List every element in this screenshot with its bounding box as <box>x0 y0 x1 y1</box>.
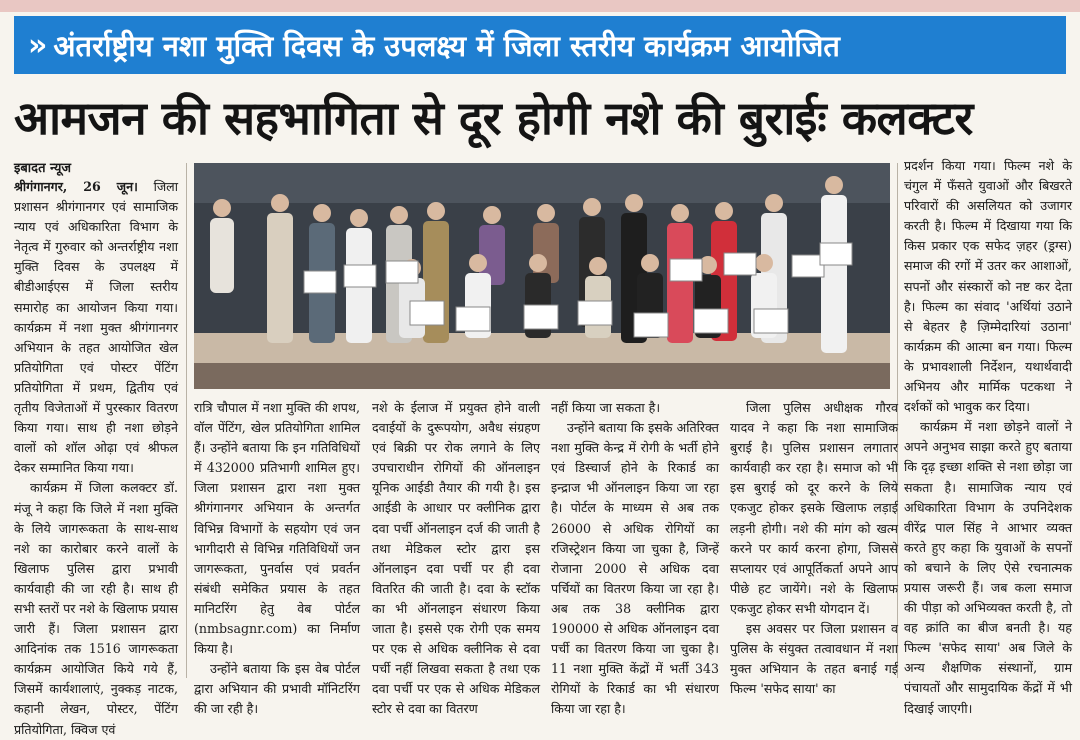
event-photo <box>194 163 890 389</box>
event-photo-illustration <box>194 163 890 389</box>
paragraph: नहीं किया जा सकता है। <box>551 400 661 415</box>
article-column-2 <box>194 398 360 717</box>
headline: आमजन की सहभागिता से दूर होगी नशे की बुराईः कलक्टर <box>14 91 973 145</box>
kicker-banner <box>14 16 1066 74</box>
paragraph: प्रदर्शन किया गया। फिल्म नशे के चंगुल में फँसते युवाओं और बिखरते परिवारों की असलियत को उजागर करती है। फिल्म में दिखाया गया कि किस प्रकार एक सफेद ज़हर (ड्रग्स) समाज की रगों में उतर कर आशाओं, सपनों और संस्कारों को नष्ट कर देता है। फिल्म का संवाद 'अर्थियां उठाने से बेहतर है ज़िम्मेदारियां उठाना' कार्यक्रम की आत्मा बन गया। फिल्म के प्रभावशाली निर्देशन, यथार्थवादी अभिनय और मार्मिक पटकथा ने दर्शकों को भावुक कर दिया। <box>904 158 1072 415</box>
article-column-1 <box>14 177 178 737</box>
dateline: श्रीगंगानगर, 26 जून। <box>14 179 138 194</box>
article-column-5 <box>730 398 898 697</box>
paragraph: रात्रि चौपाल में नशा मुक्ति की शपथ, वॉल पेंटिंग, खेल प्रतियोगिता शामिल हैं। उन्होंने बताया कि इन गतिविधियों में 432000 प्रतिभागी शामिल हुए। जिला प्रशासन द्वारा नशा मुक्त श्रीगंगानगर अभियान के अन्तर्गत विभिन्न विभागों के सहयोग एवं जन भागीदारी से विभिन्न गतिविधियों जन जागरूकता, पुनर्वास एवं प्रवर्तन संबंधी समेकित प्रयास के तहत मानिटरिंग हेतु वेब पोर्टल (nmbsagnr.com) का निर्माण किया है। <box>194 400 360 657</box>
paragraph: उन्होंने बताया कि इस वेब पोर्टल द्वारा अभियान की प्रभावी मॉनिटरिंग की जा रही है। <box>194 661 360 717</box>
byline: इबादत न्यूज <box>14 161 72 176</box>
article-column-4 <box>551 398 719 717</box>
column-divider <box>186 163 187 678</box>
kicker-text: अंतर्राष्ट्रीय नशा मुक्ति दिवस के उपलक्ष्य में जिला स्तरीय कार्यक्रम आयोजित <box>53 28 840 63</box>
masthead-strip <box>0 0 1080 12</box>
paragraph: कार्यक्रम में नशा छोड़ने वालों ने अपने अनुभव साझा करते हुए बताया कि दृढ़ इच्छा शक्ति से नशा छोड़ा जा सकता है। सामाजिक न्याय एवं अधिकारिता विभाग के उपनिदेशक वीरेंद्र पाल सिंह ने आभार व्यक्त करते हुए कहा कि युवाओं के सपनों को बचाने के लिए ऐसे रचनात्मक प्रयास जरूरी हैं। जब कला समाज की पीड़ा को अभिव्यक्त करती है, तो वह क्रांति का बीज बनती है। यह फिल्म 'सफेद साया' अब जिले के अन्य शैक्षणिक संस्थानों, ग्राम पंचायतों और सामुदायिक केंद्रों में भी दिखाई जाएगी। <box>904 419 1072 716</box>
paragraph <box>14 177 178 478</box>
article-column-3 <box>372 398 540 717</box>
paragraph-text: जिला प्रशासन श्रीगंगानगर एवं सामाजिक न्याय एवं अधिकारिता विभाग के नेतृत्व में गुरुवार को अन्तर्राष्ट्रीय नशा मुक्ति दिवस के उपलक्ष्य में बीडीआईएस में जिला स्तरीय समारोह का आयोजन किया गया। कार्यक्रम में नशा मुक्त श्रीगंगानगर अभियान के तहत आयोजित खेल प्रतियोगिता एवं पोस्टर पेंटिंग प्रतियोगिता में प्रथम, द्वितीय एवं तृतीय विजेताओं में पुरस्कार वितरण किया गया। साथ ही नशा छोड़ने वालों को शॉल ओढ़ा एवं श्रीफल देकर सम्मानित किया गया। <box>14 179 178 476</box>
paragraph: कार्यक्रम में जिला कलक्टर डॉ. मंजू ने कहा कि जिले में नशा मुक्ति के लिये जागरूकता के साथ-साथ नशे का कारोबार करने वालों के खिलाफ पुलिस द्वारा प्रभावी कार्यवाही की जा रही है। साथ ही सभी स्तरों पर नशे के खिलाफ प्रयास जारी हैं। जिला प्रशासन द्वारा आदिनांक तक 1516 जागरूकता कार्यक्रम आयोजित किये गये हैं, जिसमें कार्यशालाएं, नुक्कड़ नाटक, कहानी लेखन, पोस्टर, पेंटिंग प्रतियोगिता, क्विज एवं <box>14 480 178 737</box>
paragraph: इस अवसर पर जिला प्रशासन व पुलिस के संयुक्त तत्वावधान में नशा मुक्त अभियान के तहत बनाई गई फिल्म 'सफेद साया' का <box>730 621 898 697</box>
paragraph: उन्होंने बताया कि इसके अतिरिक्त नशा मुक्ति केन्द्र में रोगी के भर्ती होने एवं डिस्चार्ज होने के रिकार्ड का इन्द्राज भी ऑनलाइन किया जा रहा है। पोर्टल के माध्यम से अब तक 26000 से अधिक रोगियों का रजिस्ट्रेशन किया जा चुका है, जिन्हें रोजाना 2000 से अधिक दवा पर्चियों का वितरण किया जा रहा है। अब तक 38 क्लीनिक द्वारा 190000 से अधिक ऑनलाइन दवा पर्ची का वितरण किया जा चुका है। 11 नशा मुक्ति केंद्रों में भर्ती 343 रोगियों के रिकार्ड का भी संधारण किया जा रहा है। <box>551 420 719 717</box>
paragraph: नशे के ईलाज में प्रयुक्त होने वाली दवाईयों के दुरूपयोग, अवैध संग्रहण एवं बिक्री पर रोक लगाने के लिए उपचाराधीन रोगियों की ऑनलाइन यूनिक आईडी तैयार की गयी है। इस आईडी के आधार पर क्लीनिक द्वारा दवा पर्ची ऑनलाइन दर्ज की जाती है तथा मेडिकल स्टोर द्वारा इस ऑनलाइन दवा पर्ची पर ही दवा वितरित की जाती है। दवा के स्टॉक का भी ऑनलाइन संधारण किया जाता है। इससे एक रोगी एक समय पर एक से अधिक क्लीनिक से दवा पर्ची नहीं लिखवा सकता है तथा एक दवा पर्ची पर एक से अधिक मेडिकल स्टोर से दवा का वितरण <box>372 400 540 717</box>
paragraph: जिला पुलिस अधीक्षक गौरव यादव ने कहा कि नशा सामाजिक बुराई है। पुलिस प्रशासन लगातार कार्यवाही कर रहा है। समाज को भी इस बुराई को दूर करने के लिये एकजुट होकर इसके खिलाफ लड़ाई लड़नी होगी। नशे की मांग को खत्म करने पर कार्य करना होगा, जिससे सप्लायर एवं आपूर्तिकर्ता अपने आप पीछे हट जायेंगे। नशे के खिलाफ एकजुट होकर सभी योगदान दें। <box>730 400 898 616</box>
article-column-6 <box>904 156 1072 716</box>
double-chevron-icon: » <box>28 27 44 63</box>
